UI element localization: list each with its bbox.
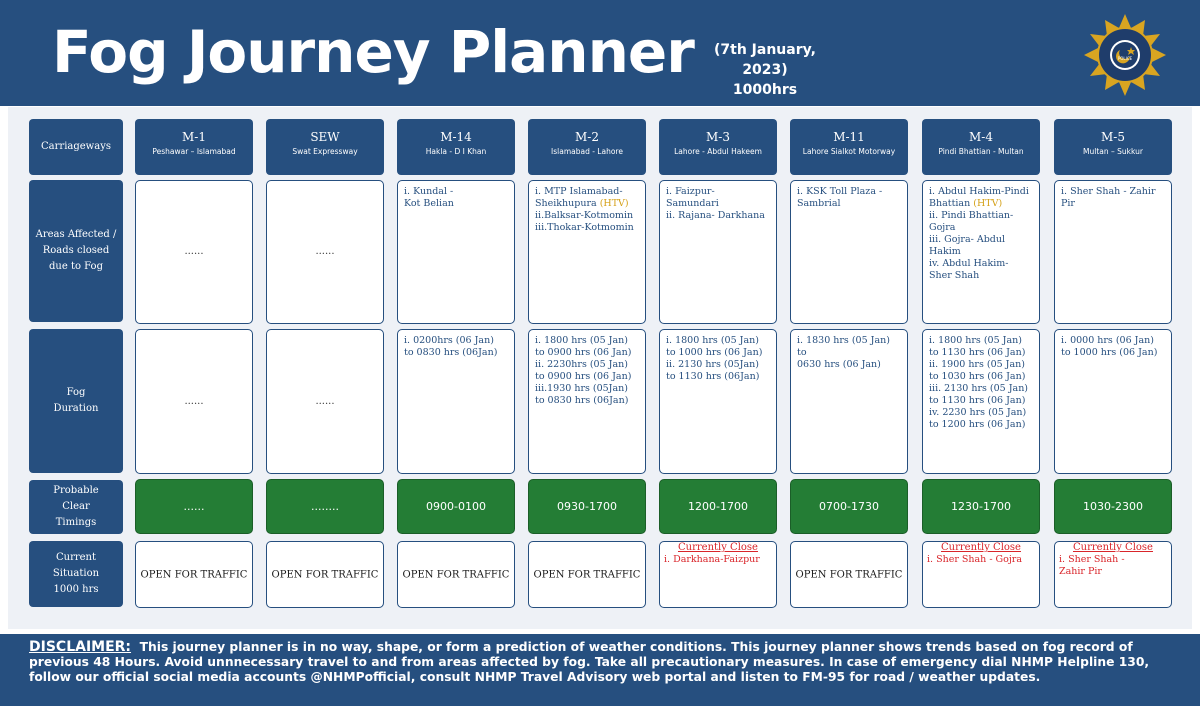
- column-header-m5: [1054, 119, 1172, 175]
- areas-cell: [135, 180, 253, 324]
- situation-cell: [659, 541, 777, 608]
- duration-line: i. 1830 hrs (05 Jan) to: [797, 335, 890, 358]
- duration-cell: [266, 329, 384, 474]
- duration-line: i. 1800 hrs (05 Jan): [929, 335, 1022, 346]
- duration-line: i. 0000 hrs (06 Jan): [1061, 335, 1154, 346]
- open-status: OPEN FOR TRAFFIC: [795, 569, 903, 580]
- duration-cell: [135, 329, 253, 474]
- duration-line: to 1000 hrs (06 Jan): [1061, 347, 1158, 358]
- closure-detail: Zahir Pir: [1059, 566, 1102, 577]
- carriageway-name: M-2: [575, 130, 599, 144]
- header-banner: [0, 0, 1200, 106]
- area-line: iii.Thokar-Kotmomin: [535, 222, 634, 233]
- carriageway-route: Multan – Sukkur: [1083, 147, 1143, 156]
- areas-cell: [266, 180, 384, 324]
- carriageway-name: SEW: [310, 130, 340, 144]
- area-line: Sher Shah: [929, 270, 980, 281]
- duration-line: 0630 hrs (06 Jan): [797, 359, 881, 370]
- areas-cell: [397, 180, 515, 324]
- open-status: OPEN FOR TRAFFIC: [271, 569, 379, 580]
- column-header-m4: [922, 119, 1040, 175]
- duration-line: iv. 2230 hrs (05 Jan): [929, 407, 1027, 418]
- situation-cell: [922, 541, 1040, 608]
- area-line: Sheikhupura (HTV): [535, 198, 629, 209]
- duration-line: to 1130 hrs (06 Jan): [929, 347, 1026, 358]
- area-line: iii. Gojra- Abdul: [929, 234, 1006, 245]
- area-line: ii. Rajana- Darkhana: [666, 210, 765, 221]
- duration-cell: [659, 329, 777, 474]
- duration-line: i. 1800 hrs (05 Jan): [535, 335, 628, 346]
- carriageway-name: M-3: [706, 130, 730, 144]
- clear-timing: ........: [266, 479, 384, 534]
- duration-line: to 0900 hrs (06 Jan): [535, 371, 632, 382]
- clear-timing: ......: [135, 479, 253, 534]
- duration-line: to 1130 hrs (06Jan): [666, 371, 760, 382]
- column-header-m2: [528, 119, 646, 175]
- row-label-clear: Probable Clear Timings: [29, 480, 123, 534]
- clear-timing: 0900-0100: [397, 479, 515, 534]
- carriageway-route: Lahore Sialkot Motorway: [802, 147, 896, 156]
- empty-marker: ......: [184, 395, 204, 407]
- open-status: OPEN FOR TRAFFIC: [402, 569, 510, 580]
- duration-line: ii. 1900 hrs (05 Jan): [929, 359, 1025, 370]
- row-label-areas: Areas Affected / Roads closed due to Fog: [29, 180, 123, 322]
- carriageway-route: Islamabad - Lahore: [551, 147, 623, 156]
- closure-detail: i. Sher Shah -: [1059, 554, 1125, 565]
- areas-cell: [1054, 180, 1172, 324]
- duration-line: to 0830 hrs (06Jan): [535, 395, 629, 406]
- carriageway-route: Swat Expressway: [292, 147, 358, 156]
- column-header-sew: [266, 119, 384, 175]
- disclaimer-label: DISCLAIMER:: [29, 639, 132, 655]
- duration-line: iii. 2130 hrs (05 Jan): [929, 383, 1029, 394]
- empty-marker: ......: [315, 246, 335, 257]
- carriageway-name: M-14: [440, 130, 472, 144]
- report-time: 1000hrs: [732, 82, 798, 98]
- situation-cell: [135, 541, 253, 608]
- column-header-m3: [659, 119, 777, 175]
- areas-cell: [659, 180, 777, 324]
- area-line: Kot Belian: [404, 198, 454, 209]
- empty-marker: ......: [184, 246, 204, 257]
- carriageway-route: Peshawar – Islamabad: [152, 147, 236, 156]
- clear-timing: 0700-1730: [790, 479, 908, 534]
- closure-detail: i. Darkhana-Faizpur: [664, 554, 760, 565]
- area-line: ii. Pindi Bhattian-: [929, 210, 1014, 221]
- empty-marker: ......: [315, 395, 335, 407]
- closure-status: Currently Close: [1073, 542, 1153, 553]
- duration-cell: [790, 329, 908, 474]
- duration-line: iii.1930 hrs (05Jan): [535, 383, 628, 394]
- situation-cell: [790, 541, 908, 608]
- area-line: Bhattian (HTV): [929, 198, 1003, 209]
- area-line: i. MTP Islamabad-: [535, 186, 623, 197]
- situation-cell: [266, 541, 384, 608]
- disclaimer-text: This journey planner is in no way, shape, or form a prediction of weather conditions. This journey planner shows trends based on fog record of previous 48 Hours. Avoid unnnecessary travel to and from areas affected by fog. Take all precautionary measures. In case of emergency dial NHMP Helpline 130, follow our official social media accounts @NHMPofficial, consult NHMP Travel Advisory web portal and listen to FM-95 for road / weather updates.: [29, 640, 1150, 684]
- area-line: Gojra: [929, 222, 956, 233]
- area-line: i. Kundal -: [404, 186, 454, 197]
- svg-text:POLICE: POLICE: [1117, 56, 1133, 61]
- areas-cell: [790, 180, 908, 324]
- closure-status: Currently Close: [678, 542, 758, 553]
- duration-cell: [1054, 329, 1172, 474]
- area-line: i. Abdul Hakim-Pindi: [929, 186, 1029, 197]
- area-line: ii.Balksar-Kotmomin: [535, 210, 634, 221]
- area-line: Pir: [1061, 198, 1075, 209]
- row-label-carriageways: Carriageways: [29, 119, 123, 175]
- duration-line: to 1030 hrs (06 Jan): [929, 371, 1026, 382]
- carriageway-name: M-5: [1101, 130, 1125, 144]
- area-line: i. Faizpur- Samundari: [666, 186, 719, 209]
- situation-cell: [528, 541, 646, 608]
- duration-cell: [528, 329, 646, 474]
- duration-line: ii. 2230hrs (05 Jan): [535, 359, 628, 370]
- carriageway-route: Lahore - Abdul Hakeem: [674, 147, 762, 156]
- column-header-m1: [135, 119, 253, 175]
- situation-cell: [397, 541, 515, 608]
- carriageway-route: Hakla - D I Khan: [425, 147, 487, 156]
- duration-line: to 1000 hrs (06 Jan): [666, 347, 763, 358]
- clear-timing: 1030-2300: [1054, 479, 1172, 534]
- disclaimer-footer: [0, 634, 1200, 706]
- closure-status: Currently Close: [941, 542, 1021, 553]
- duration-line: to 0900 hrs (06 Jan): [535, 347, 632, 358]
- duration-line: to 0830 hrs (06Jan): [404, 347, 498, 358]
- carriageway-name: M-4: [969, 130, 993, 144]
- nhmp-badge-icon: [1084, 14, 1166, 96]
- duration-line: i. 1800 hrs (05 Jan): [666, 335, 759, 346]
- report-date: (7th January, 2023): [714, 42, 816, 78]
- clear-timing: 0930-1700: [528, 479, 646, 534]
- row-label-situation: Current Situation 1000 hrs: [29, 541, 123, 607]
- htv-tag: (HTV): [973, 198, 1003, 209]
- clear-timing: 1230-1700: [922, 479, 1040, 534]
- open-status: OPEN FOR TRAFFIC: [140, 569, 248, 580]
- column-header-m11: [790, 119, 908, 175]
- carriageway-name: M-11: [833, 130, 865, 144]
- clear-timing: 1200-1700: [659, 479, 777, 534]
- open-status: OPEN FOR TRAFFIC: [533, 569, 641, 580]
- duration-line: i. 0200hrs (06 Jan): [404, 335, 494, 346]
- areas-cell: [922, 180, 1040, 324]
- htv-tag: (HTV): [599, 198, 629, 209]
- carriageway-name: M-1: [182, 130, 206, 144]
- closure-detail: i. Sher Shah - Gojra: [927, 554, 1023, 565]
- area-line: iv. Abdul Hakim-: [929, 258, 1009, 269]
- duration-cell: [922, 329, 1040, 474]
- area-line: Hakim: [929, 246, 961, 257]
- carriageway-route: Pindi Bhattian - Multan: [938, 147, 1024, 156]
- report-datetime: [690, 40, 840, 100]
- duration-line: ii. 2130 hrs (05Jan): [666, 359, 759, 370]
- areas-cell: [528, 180, 646, 324]
- situation-cell: [1054, 541, 1172, 608]
- area-line: Sambrial: [797, 198, 841, 209]
- duration-cell: [397, 329, 515, 474]
- area-line: i. Sher Shah - Zahir: [1061, 186, 1156, 197]
- duration-line: to 1130 hrs (06 Jan): [929, 395, 1026, 406]
- area-line: i. KSK Toll Plaza -: [797, 186, 883, 197]
- duration-line: to 1200 hrs (06 Jan): [929, 419, 1026, 430]
- row-label-duration: Fog Duration: [29, 329, 123, 473]
- column-header-m14: [397, 119, 515, 175]
- page-title: Fog Journey Planner: [52, 18, 694, 86]
